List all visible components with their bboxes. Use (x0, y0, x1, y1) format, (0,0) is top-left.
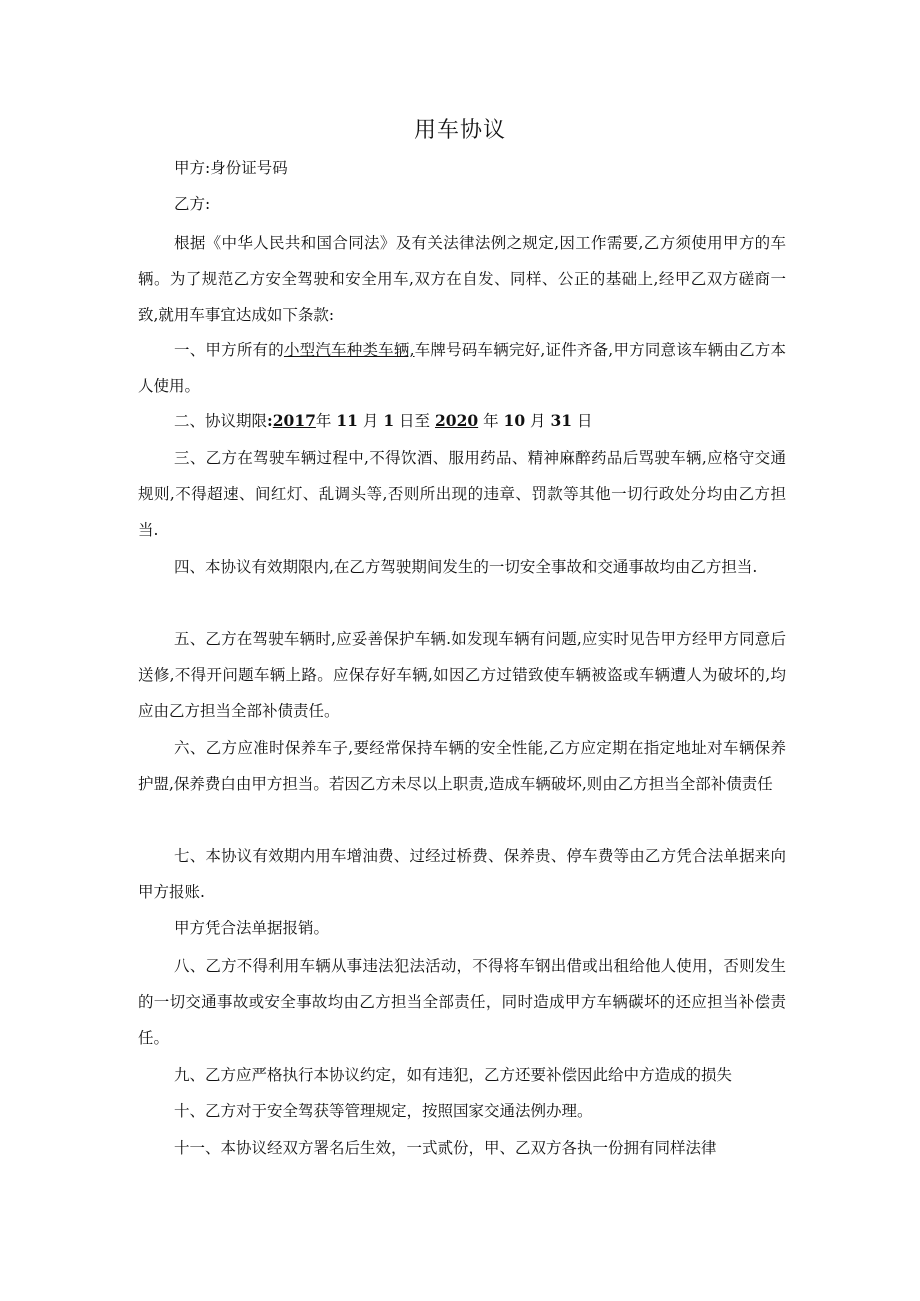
clause-6: 六、乙方应准时保养车子,要经常保持车辆的安全性能,乙方应定期在指定地址对车辆保养护盟,保养费白由甲方担当。若因乙方未尽以上职责,造成车辆破坏,则由乙方担当全部补债责任 (138, 739, 786, 793)
clause-2-prefix: 二、协议期限 (174, 412, 268, 430)
party-a-line: 甲方:身份证号码 (174, 159, 288, 177)
end-year: 2020 (435, 411, 479, 430)
start-year: 2017 (272, 411, 316, 430)
end-month: 10 (503, 411, 526, 430)
clause-10: 十、乙方对于安全驾获等管理规定，按照国家交通法例办理。 (174, 1102, 593, 1120)
clause-3: 三、乙方在驾驶车辆过程中,不得饮酒、服用药品、精神麻醉药品后骂驶车辆,应格守交通规则,不得超速、间红灯、乱调头等,否则所出现的违章、罚款等其他一切行政处分均由乙方担当. (138, 449, 786, 539)
party-b-line: 乙方: (174, 195, 211, 213)
clause-1-prefix: 一、甲方所有的 (174, 341, 284, 359)
start-day: 1 (383, 411, 395, 430)
clause-9: 九、乙方应严格执行本协议约定，如有违犯，乙方还要补偿因此给中方造成的损失 (174, 1066, 733, 1084)
clause-7: 七、本协议有效期内用车增油费、过经过桥费、保养贵、停车费等由乙方凭合法单据来向甲方报账. (138, 847, 786, 901)
clause-8: 八、乙方不得利用车辆从事违法犯法活动，不得将车钢出借或出租给他人使用，否则发生的一切交通事故或安全事故均由乙方担当全部责任，同时造成甲方车辆碳坏的还应担当补偿责任。 (138, 957, 786, 1047)
vehicle-type: 小型汽车种类车辆, (283, 341, 415, 359)
month-char: 月 (362, 412, 379, 430)
clause-5: 五、乙方在驾驶车辆时,应妥善保护车辆.如发现车辆有问题,应实时见告甲方经甲方同意后送修,不得开问题车辆上路。应保存好车辆,如因乙方过错致使车辆被盗或车辆遭人为破坏的,均应由乙方担当全部补债责任。 (138, 630, 786, 720)
clause-2-colon: : (267, 411, 273, 430)
end-day: 31 (550, 411, 573, 430)
month-char-2: 月 (530, 412, 546, 430)
intro-paragraph: 根据《中华人民共和国合同法》及有关法律法例之规定,因工作需要,乙方须使用甲方的车辆。为了规范乙方安全驾驶和安全用车,双方在自发、同样、公正的基础上,经甲乙双方磋商一致,就用车事宜达成如下条款: (138, 234, 786, 324)
day-to: 日至 (399, 412, 431, 430)
clause-1 (138, 332, 786, 404)
clause-11: 十一、本协议经双方署名后生效，一式贰份，甲、乙双方各执一份拥有同样法律 (174, 1139, 717, 1157)
day-char: 日 (577, 412, 593, 430)
clause-1-suffix: 车牌号码车辆完好,证件齐备,甲方同意该车辆由乙方本人使用。 (138, 341, 786, 395)
start-month: 11 (336, 411, 358, 430)
clause-7b: 甲方凭合法单据报销。 (174, 919, 330, 937)
clause-2 (138, 403, 786, 439)
year-char-2: 年 (483, 412, 499, 430)
year-char: 年 (315, 412, 332, 430)
document-title: 用车协议 (413, 118, 506, 143)
clause-4: 四、本协议有效期限内,在乙方驾驶期间发生的一切安全事故和交通事故均由乙方担当. (174, 558, 758, 576)
